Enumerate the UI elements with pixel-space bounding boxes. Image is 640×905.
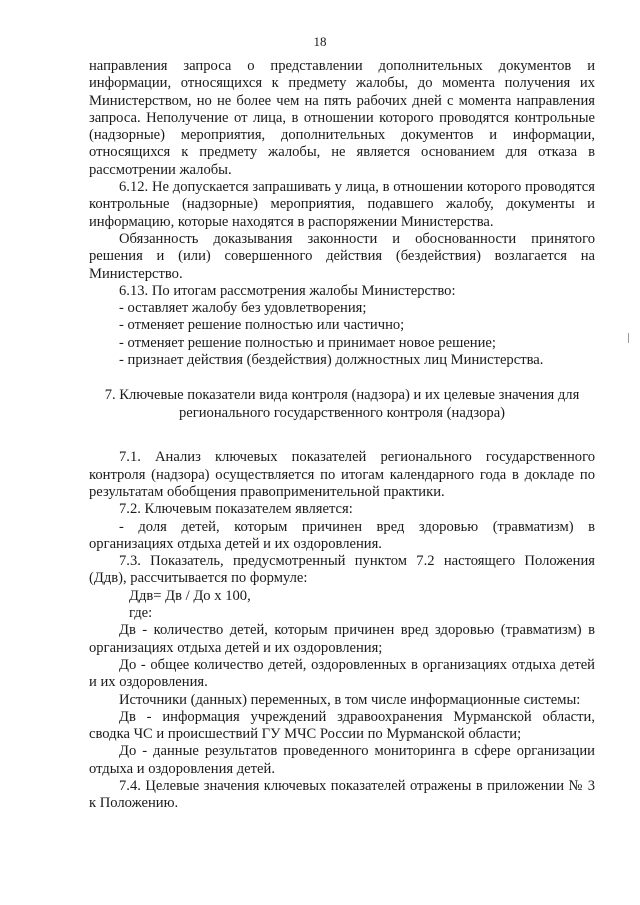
- page-number: 18: [313, 34, 327, 49]
- document-body: [89, 58, 595, 813]
- paragraph-7-2: 7.2. Ключевым показателем является:: [119, 501, 353, 518]
- paragraph-burden-of-proof: Обязанность доказывания законности и обоснованности принятого решения и (или) совершенного действия (бездействия) возлагается на Министерство.: [89, 230, 595, 282]
- list-item: - отменяет решение полностью и принимает новое решение;: [119, 334, 496, 351]
- list-item: - оставляет жалобу без удовлетворения;: [119, 300, 367, 317]
- list-item: - признает действия (бездействия) должностных лиц Министерства.: [119, 352, 544, 369]
- definition-do: До - общее количество детей, оздоровленных в организациях отдыха детей и их оздоровления.: [89, 656, 595, 691]
- paragraph-6-13: 6.13. По итогам рассмотрения жалобы Министерство:: [119, 282, 456, 299]
- list-item: - отменяет решение полностью или частично;: [119, 317, 405, 334]
- definition-dv: Дв - количество детей, которым причинен вред здоровью (травматизм) в организациях отдыха детей и их оздоровления;: [89, 622, 595, 656]
- data-sources-intro: Источники (данных) переменных, в том числе информационные системы:: [119, 691, 581, 708]
- formula-where: где:: [129, 605, 153, 622]
- section-7-heading: 7. Ключевые показатели вида контроля (надзора) и их целевые значения для регионального государственного контроля (надзора): [104, 387, 580, 422]
- margin-mark: [628, 333, 632, 343]
- paragraph-7-4: 7.4. Целевые значения ключевых показателей отражены в приложении № 3 к Положению.: [89, 777, 595, 812]
- indicator-item: - доля детей, которым причинен вред здоровью (травматизм) в организациях отдыха детей и их оздоровления.: [89, 518, 595, 552]
- paragraph-complaint-request: направления запроса о представлении дополнительных документов и информации, относящихся к предмету жалобы, до момента получения их Министерством, но не более чем на пять рабочих дней с момента направления запроса. Неполучение от лица, в отношении которого проводятся контрольные (надзорные) мероприятия, дополнительных документов и информации, относящихся к предмету жалобы, не является основанием для отказа в рассмотрении жалобы.: [89, 58, 595, 178]
- source-dv: Дв - информация учреждений здравоохранения Мурманской области, сводка ЧС и происшествий ГУ МЧС России по Мурманской области;: [89, 708, 595, 743]
- paragraph-6-12: 6.12. Не допускается запрашивать у лица, в отношении которого проводятся контрольные (надзорные) мероприятия, подавшего жалобу, документы и информацию, которые находятся в распоряжении Министерства.: [89, 179, 595, 230]
- paragraph-7-3: 7.3. Показатель, предусмотренный пунктом 7.2 настоящего Положения (Ддв), рассчитывается по формуле:: [89, 553, 595, 587]
- paragraph-7-1: 7.1. Анализ ключевых показателей регионального государственного контроля (надзора) осуществляется по итогам календарного года в докладе по результатам обобщения правоприменительной практики.: [89, 449, 595, 500]
- source-do: До - данные результатов проведенного мониторинга в сфере организации отдыха и оздоровления детей.: [89, 743, 595, 777]
- formula: Ддв= Дв / До х 100,: [129, 587, 251, 604]
